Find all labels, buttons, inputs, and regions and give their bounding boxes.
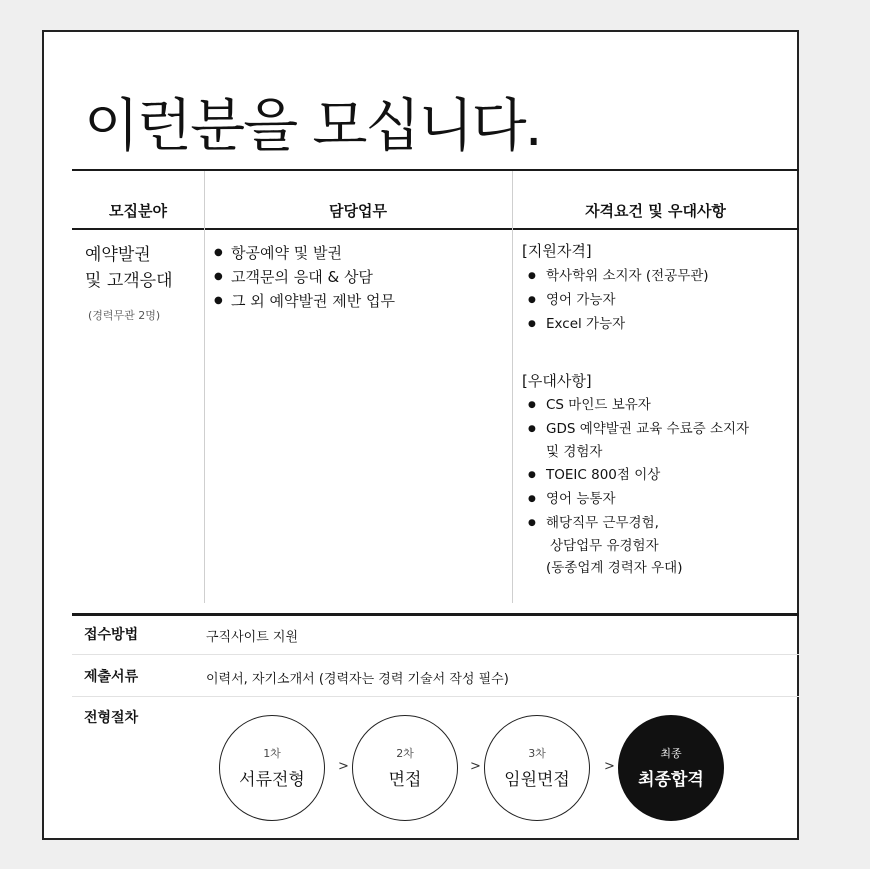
duty-item: ● 항공예약 및 발권 <box>214 241 395 265</box>
step-name: 서류전형 <box>239 770 305 790</box>
column-divider-2 <box>512 171 513 603</box>
table-bottom-rule <box>72 613 799 616</box>
documents-value: 이력서, 자기소개서 (경력자는 경력 기술서 작성 필수) <box>206 672 509 687</box>
preference-text-cont: 상담업무 유경험자 <box>550 538 659 554</box>
step-arrow: > <box>338 759 349 774</box>
header-field: 모집분야 <box>109 202 167 220</box>
preference-item <box>528 487 749 511</box>
preference-text-cont2: (동종업계 경력자 우대) <box>546 560 683 576</box>
preference-heading: [우대사항] <box>522 372 592 390</box>
qualification-item: ● 영어 가능자 <box>528 288 709 312</box>
apply-method-value: 구직사이트 지원 <box>206 630 299 645</box>
process-step-1 <box>219 715 325 821</box>
column-divider-1 <box>204 171 205 603</box>
field-title-line1: 예약발권 <box>85 245 151 265</box>
process-step-final <box>618 715 724 821</box>
preference-item <box>528 463 749 487</box>
preference-item <box>528 417 749 463</box>
recruitment-card <box>42 30 799 840</box>
row-divider <box>72 696 799 697</box>
step-name: 임원면접 <box>504 770 570 790</box>
duty-item: ● 고객문의 응대 & 상담 <box>214 265 395 289</box>
step-number: 2차 <box>396 747 414 760</box>
qualification-list <box>528 264 709 336</box>
process-step-3 <box>484 715 590 821</box>
qualification-item: ● Excel 가능자 <box>528 312 709 336</box>
step-number: 최종 <box>660 747 682 760</box>
row-divider <box>72 654 799 655</box>
step-number: 1차 <box>263 747 281 760</box>
field-note: (경력무관 2명) <box>88 309 161 322</box>
preference-list <box>528 393 749 579</box>
step-number: 3차 <box>528 747 546 760</box>
field-title-line2: 및 고객응대 <box>85 271 173 291</box>
field-title <box>85 242 173 294</box>
preference-item <box>528 393 749 417</box>
preference-text: CS 마인드 보유자 <box>546 397 651 413</box>
page-title: 이런분을 모십니다. <box>84 93 541 159</box>
preference-item <box>528 511 749 579</box>
header-qualification: 자격요건 및 우대사항 <box>585 202 726 220</box>
header-duty: 담당업무 <box>329 202 387 220</box>
preference-text: 해당직무 근무경험, <box>546 515 659 531</box>
header-bottom-rule <box>72 228 799 230</box>
apply-method-label: 접수방법 <box>84 627 139 643</box>
preference-text-cont: 및 경험자 <box>546 444 603 460</box>
step-arrow: > <box>604 759 615 774</box>
duty-list <box>214 241 395 313</box>
qualification-item: ● 학사학위 소지자 (전공무관) <box>528 264 709 288</box>
duty-item: ● 그 외 예약발권 제반 업무 <box>214 289 395 313</box>
header-top-rule <box>72 169 799 171</box>
step-name: 최종합격 <box>638 770 704 790</box>
preference-text: GDS 예약발권 교육 수료증 소지자 <box>546 421 750 437</box>
step-name: 면접 <box>388 770 422 790</box>
process-step-2 <box>352 715 458 821</box>
preference-text: TOEIC 800점 이상 <box>546 467 661 483</box>
step-arrow: > <box>470 759 481 774</box>
preference-text: 영어 능통자 <box>546 491 616 507</box>
qualification-heading: [지원자격] <box>522 242 592 260</box>
documents-label: 제출서류 <box>84 669 139 685</box>
process-label: 전형절차 <box>84 710 139 726</box>
